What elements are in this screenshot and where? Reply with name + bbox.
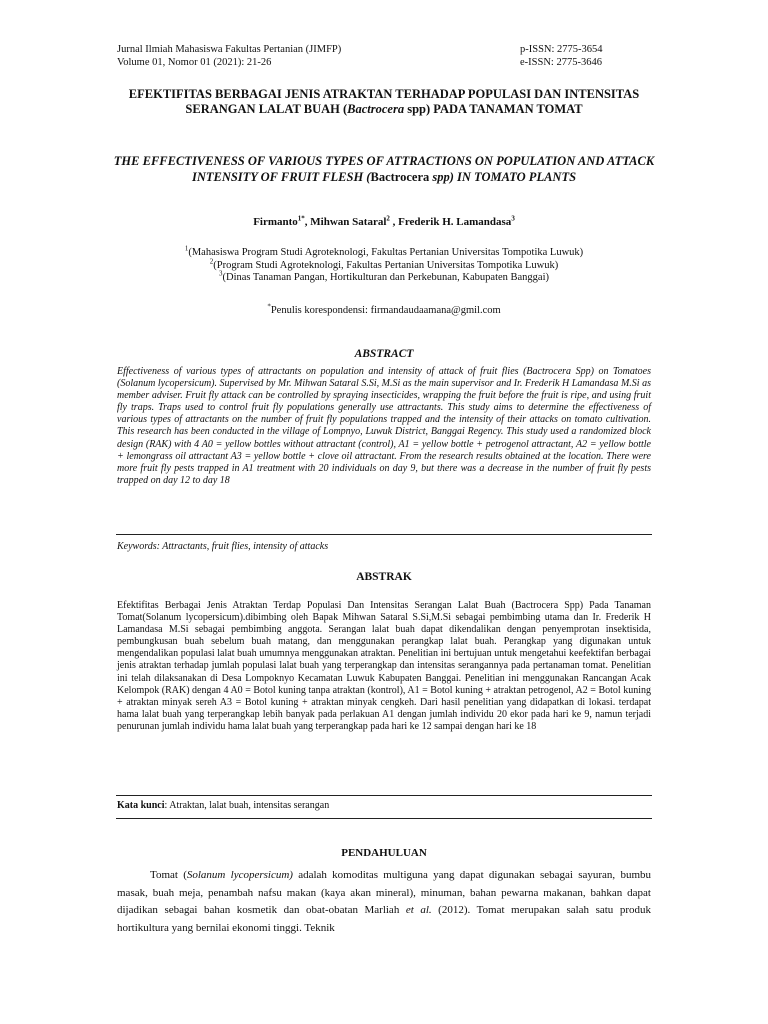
divider-line [116, 534, 652, 535]
divider-line [116, 818, 652, 819]
corresponding-author: *Penulis korespondensi: firmandaudaamana@gmil.com [267, 302, 501, 316]
running-header-right [520, 43, 603, 69]
pissn: p-ISSN: 2775-3654 [520, 44, 603, 55]
title-id-species: Bactrocera [347, 102, 405, 116]
introduction-paragraph: Tomat (Solanum lycopersicum) adalah komoditas multiguna yang dapat digunakan sebagai sayuran, bumbu masak, buah meja, penambah nafsu makan (kaya akan mineral), minuman, bahan pewarna makanan, bahkan dapat dijadikan sebagai bahan kosmetik dan obat-obatan Marliah et al. (2012). Tomat merupakan salah satu produk hortikultura yang bernilai ekonomi tinggi. Teknik [117, 869, 651, 934]
section-heading-introduction: PENDAHULUAN [341, 847, 427, 859]
abstract-heading: ABSTRACT [354, 348, 414, 360]
title-english [110, 153, 658, 185]
abstrak-body: Efektifitas Berbagai Jenis Atraktan Terdap Populasi Dan Intensitas Serangan Lalat Buah (Bactrocera Spp) Pada Tanaman Tomat(Solanum lycopersicum).dibimbing oleh Bapak Mihwan Sataral S.Si,M.Si sebagai pembimbing utama dan Ir. Frederik H Lamandasa M.Si sebagai pembimbing anggota. Serangan lalat buah dapat dikendalikan dengan penyemprotan insektisida, pembungkusan buah sebelum buah matang, dan menggunakan perangkap lalat buah. Perangkap yang digunakan untuk mengendalikan populasi lalat buah umumnya menggunakan atraktan. Penelitian ini bertujuan untuk mengetahui keefektifan berbagai jenis atraktan terhadap jumlah populasi lalat buah yang terperangkap dan intensitas serangannya pada pertanaman tomat. Penelitian ini telah dilaksanakan di Desa Lompoknyo Kecamatan Luwuk Kabupaten Banggai. Penelitian ini menggunakan Rancangan Acak Kelompok (RAK) dengan 4 A0 = Botol kuning tanpa atraktan (kontrol), A1 = Botol kuning + atraktan petrogenol, A2 = Botol kuning + atraktan minyak sereh A3 = Botol kuning + atraktan minyak cengkeh. Dari hasil penelitian yang didapatkan di lokasi. terdapat hama lalat buah yang terperangkap lebih banyak pada perlakuan A1 dengan jumlah individu 20 ekor pada hari ke 9, namun terjadi penurunan jumlah individu hama lalat buah yang terperangkap pada hari ke 12 sampai dengan hari ke 18 [117, 600, 651, 732]
divider-line [116, 795, 652, 796]
author-2-sup: 2 [386, 214, 390, 223]
abstrak-heading: ABSTRAK [356, 571, 412, 583]
abstract-body: Effectiveness of various types of attractants on population and intensity of attack of fruit flies (Bactrocera Spp) on Tomatoes (Solanum lycopersicum). Supervised by Mr. Mihwan Sataral S.Si, M.Si as the main supervisor and Ir. Frederik H Lamandasa M.Si as member adviser. Fruit fly attack can be controlled by spraying insecticides, wrapping the fruit before the fruit is ripe, and using fruit fly traps. Traps used to control fruit fly populations generally use attractants. This study aims to determine the effectiveness of various types of attractants on the number of fruit fly populations trapped and the intensity of their attacks on tomato cultivation. This research has been conducted in the village of Lompnyo, Luwuk District, Banggai Regency. This study used a randomized block design (RAK) with 4 A0 = yellow bottles without attractant (control), A1 = yellow bottle + petrogenol attractant, A2 = yellow bottle + lemongrass oil attractant A3 = yellow bottle + clove oil attractant. From the research results obtained at the location. There were more fruit fly pests trapped in A1 treatment with 20 individuals on day 9, but there was a decrease in the number of fruit fly pests trapped on day 12 to day 18 [117, 366, 651, 486]
affiliation-2: $^2$(Program Studi Agroteknologi, Fakultas Pertanian Universitas Tompotika Luwuk) [209, 257, 559, 271]
author-2: , Mihwan Sataral [304, 216, 387, 228]
author-list [115, 215, 653, 229]
author-3: , Frederik H. Lamandasa [389, 216, 512, 228]
affiliations [115, 244, 653, 285]
author-1-sup: 1* [297, 214, 305, 223]
author-3-sup: 3 [511, 214, 515, 223]
keywords-english: Keywords: Attractants, fruit flies, intensity of attacks [117, 541, 329, 552]
journal-volume: Volume 01, Nomor 01 (2021): 21-26 [117, 57, 272, 68]
title-en-species: Bactrocera [370, 170, 430, 184]
running-header-left [117, 43, 341, 69]
keywords-indonesian: Kata kunci: Atraktan, lalat buah, intensitas serangan [117, 800, 330, 811]
eissn: e-ISSN: 2775-3646 [520, 57, 602, 68]
affiliation-1: $^1$(Mahasiswa Program Studi Agroteknologi, Fakultas Pertanian Universitas Tompotika Luwuk) [184, 244, 584, 258]
affiliation-3: $^3$(Dinas Tanaman Pangan, Hortikulturan dan Perkebunan, Kabupaten Banggai) [218, 269, 550, 283]
journal-name: Jurnal Ilmiah Mahasiswa Fakultas Pertanian (JIMFP) [117, 44, 342, 55]
author-1: Firmanto [253, 216, 298, 228]
title-id-part2: spp) PADA TANAMAN TOMAT [404, 102, 583, 116]
title-en-part1: THE EFFECTIVENESS OF VARIOUS TYPES OF ATTRACTIONS ON POPULATION AND ATTACK INTENSITY OF FRUIT FLESH ( [113, 154, 655, 184]
title-en-part2: spp) IN TOMATO PLANTS [429, 170, 577, 184]
title-indonesian [115, 87, 653, 117]
title-id-part1: EFEKTIFITAS BERBAGAI JENIS ATRAKTAN TERHADAP POPULASI DAN INTENSITAS SERANGAN LALAT BUAH ( [128, 87, 640, 116]
